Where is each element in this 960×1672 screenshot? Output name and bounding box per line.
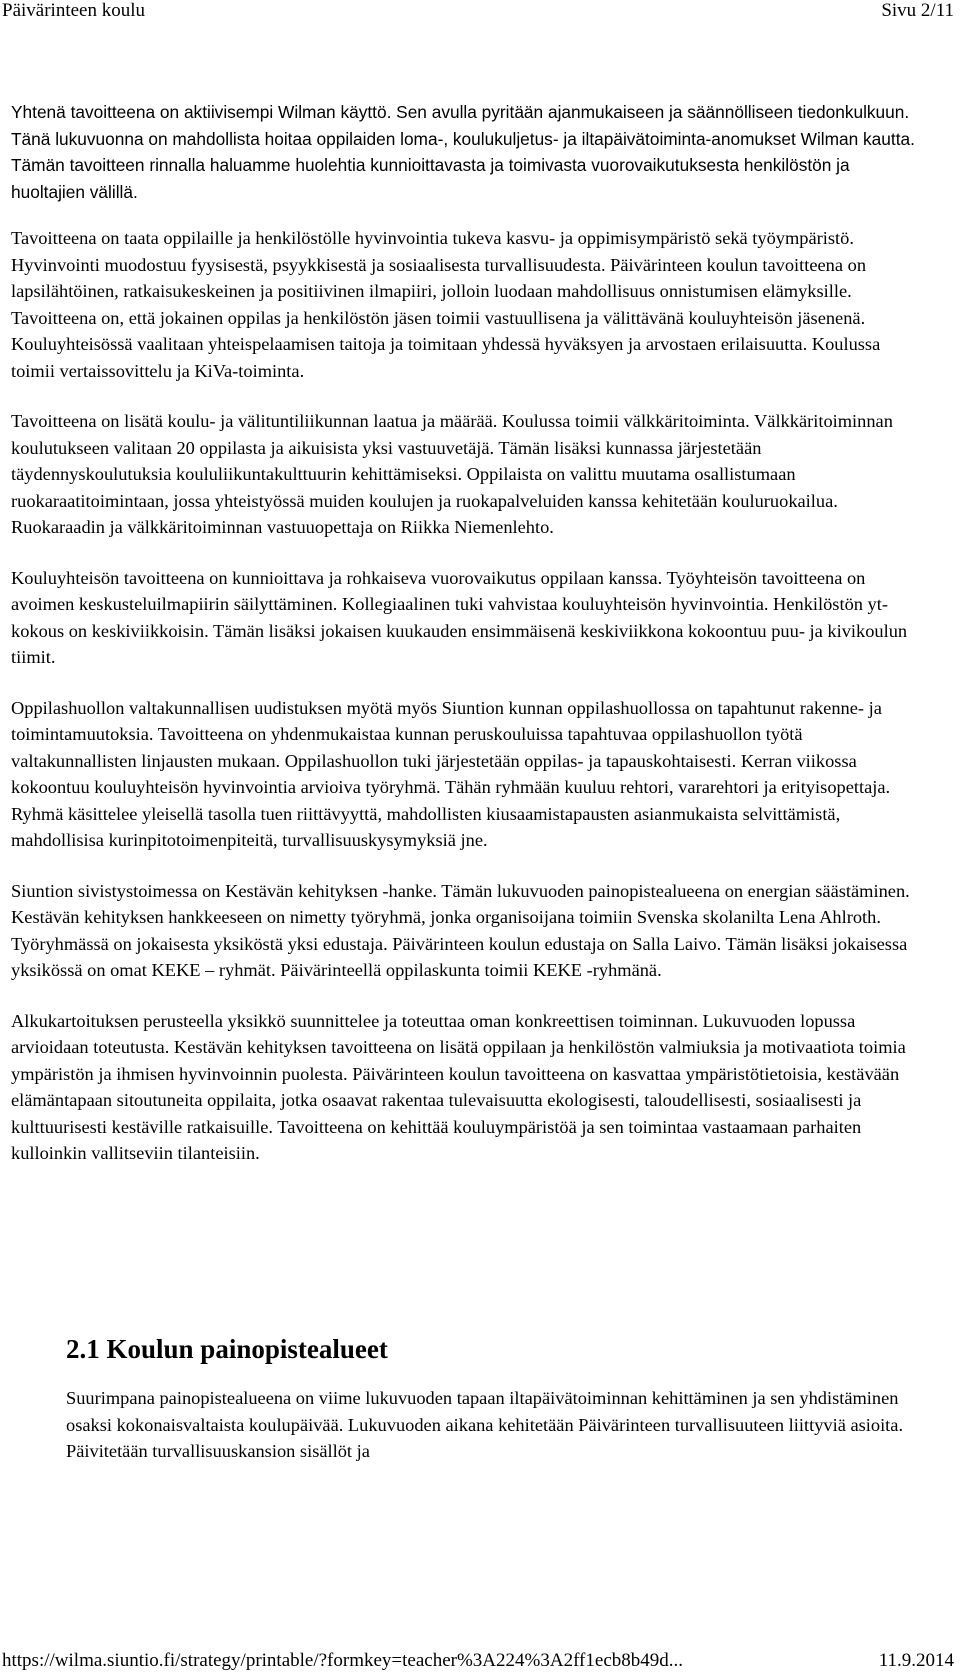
page-number: Sivu 2/11 xyxy=(881,0,954,21)
paragraph-wellbeing: Tavoitteena on taata oppilaille ja henkilöstölle hyvinvointia tukeva kasvu- ja oppimisympäristö sekä työympäristö. Hyvinvointi muodostuu fyysisestä, psyykkisestä ja sosiaalisesta turvallisuudesta. Päivärinteen koulun tavoitteena on lapsilähtöinen, ratkaisukeskeinen ja positiivinen ilmapiiri, jolloin luodaan mahdollisuus onnistumisen elämyksille. Tavoitteena on, että jokainen oppilas ja henkilöstön jäsen toimii vastuullisena ja välittävänä kouluyhteisön jäsenenä. Kouluyhteisössä vaalitaan yhteispelaamisen taitoja ja toimitaan yhdessä hyväksyen ja arvostaen erilaisuutta. Koulussa toimii vertaissovittelu ja KiVa-toiminta. xyxy=(11,228,881,381)
paragraph-sustainability: Siuntion sivistystoimessa on Kestävän kehityksen -hanke. Tämän lukuvuoden painopistealueena on energian säästäminen. Kestävän kehityksen hankkeeseen on nimetty työryhmä, jonka organisoijana toimiin Svenska skolanilta Lena Ahlroth. Työryhmässä on jokaisesta yksiköstä yksi edustaja. Päivärinteen koulun edustaja on Salla Laivo. Tämän lisäksi jokaisessa yksikössä on omat KEKE – ryhmät. Päivärinteellä oppilaskunta toimii KEKE -ryhmänä. xyxy=(11,880,910,980)
paragraph-community: Kouluyhteisön tavoitteena on kunnioittava ja rohkaiseva vuorovaikutus oppilaan kanssa. Työyhteisön tavoitteena on avoimen keskusteluilmapiirin säilyttäminen. Kollegiaalinen tuki vahvistaa kouluyhteisön hyvinvointia. Henkilöstön yt-kokous on keskiviikkoisin. Tämän lisäksi jokaisen kuukauden ensimmäisenä keskiviikkona kokoontuu puu- ja kivikoulun tiimit. xyxy=(11,567,908,667)
paragraph-exercise: Tavoitteena on lisätä koulu- ja välituntiliikunnan laatua ja määrää. Koulussa toimii välkkäritoiminta. Välkkäritoiminnan koulutukseen valitaan 20 oppilasta ja aikuisista yksi vastuuvetäjä. Tämän lisäksi kunnassa järjestetään täydennyskoulutuksia koululiikuntakulttuurin kehittämiseksi. Oppilaista on valittu muutama osallistumaan ruokaraatitoimintaan, jossa yhteistyössä muiden koulujen ja ruokapalveluiden kanssa kehitetään kouluruokailua. Ruokaraadin ja välkkäritoiminnan vastuuopettaja on Riikka Niemenlehto. xyxy=(11,411,893,537)
section-paragraph: Suurimpana painopistealueena on viime lukuvuoden tapaan iltapäivätoiminnan kehittäminen ja sen yhdistäminen osaksi kokonaisvaltaista koulupäivää. Lukuvuoden aikana kehitetään Päivärinteen turvallisuuteen liittyviä asioita. Päivitetään turvallisuuskansion sisällöt ja xyxy=(66,1388,904,1461)
section-focus-areas xyxy=(66,1334,926,1465)
footer-date: 11.9.2014 xyxy=(878,1650,954,1671)
paragraph-wilma: Yhtenä tavoitteena on aktiivisempi Wilman käyttö. Sen avulla pyritään ajanmukaiseen ja säännölliseen tiedonkulkuun. Tänä lukuvuonna on mahdollista hoitaa oppilaiden loma-, koulukuljetus- ja iltapäivätoiminta-anomukset Wilman kautta. Tämän tavoitteen rinnalla haluamme huolehtia kunnioittavasta ja toimivasta vuorovaikutuksesta henkilöstön ja huoltajien välillä. xyxy=(11,102,915,202)
document-body xyxy=(11,99,916,1191)
document-title: Päivärinteen koulu xyxy=(2,0,145,21)
paragraph-student-welfare: Oppilashuollon valtakunnallisen uudistuksen myötä myös Siuntion kunnan oppilashuollossa on tapahtunut rakenne- ja toimintamuutoksia. Tavoitteena on yhdenmukaistaa kunnan peruskouluissa tapahtuvaa oppilashuollon työtä valtakunnallisten linjausten mukaan. Oppilashuollon tuki järjestetään oppilas- ja tapauskohtaisesti. Kerran viikossa kokoontuu kouluyhteisön hyvinvointia arvioiva työryhmä. Tähän ryhmään kuuluu rehtori, vararehtori ja erityisopettaja. Ryhmä käsittelee yleisellä tasolla tuen riittävyyttä, mahdollisten kiusaamistapausten asianmukaista selvittämistä, mahdollisisa kurinpitotoimenpiteitä, turvallisuuskysymyksiä jne. xyxy=(11,697,891,850)
paragraph-survey: Alkukartoituksen perusteella yksikkö suunnittelee ja toteuttaa oman konkreettisen toiminnan. Lukuvuoden lopussa arvioidaan toteutusta. Kestävän kehityksen tavoitteena on lisätä oppilaan ja henkilöstön valmiuksia ja motivaatiota toimia ympäristön ja ihmisen hyvinvoinnin puolesta. Päivärinteen koulun tavoitteena on kasvattaa ympäristötietoisia, kestävään elämäntapaan sitoutuneita oppilaita, jotka osaavat rakentaa tulevaisuutta ekologisesti, taloudellisesti, sosiaalisesti ja kulttuurisesti kestäville ratkaisuille. Tavoitteena on kehittää kouluympäristöä ja sen toimintaa vastaamaan parhaiten kulloinkin vallitseviin tilanteisiin. xyxy=(11,1010,906,1163)
section-heading: 2.1 Koulun painopistealueet xyxy=(66,1334,388,1364)
footer-url: https://wilma.siuntio.fi/strategy/printable/?formkey=teacher%3A224%3A2ff1ecb8b49d... xyxy=(2,1650,684,1671)
